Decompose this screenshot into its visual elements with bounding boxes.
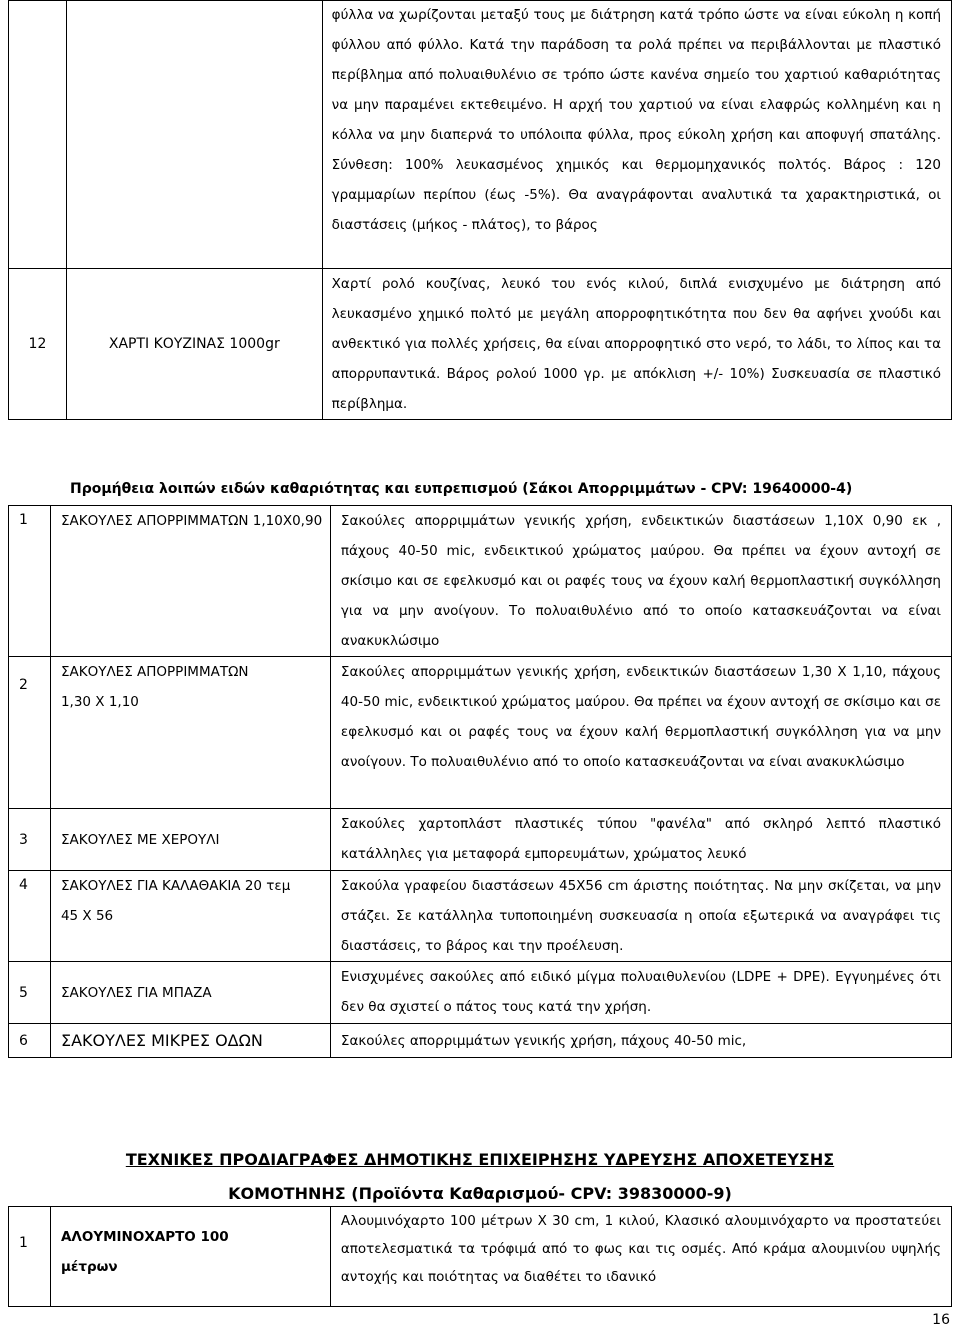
section-title-line1: ΤΕΧΝΙΚΕΣ ΠΡΟΔΙΑΓΡΑΦΕΣ ΔΗΜΟΤΙΚΗΣ ΕΠΙΧΕΙΡΗΣΗΣ ΥΔΡΕΥΣΗΣ ΑΠΟΧΕΤΕΥΣΗΣ [125, 1150, 835, 1169]
item-name: ΣΑΚΟΥΛΕΣ ΑΠΟΡΡΙΜΜΑΤΩΝ 1,30 Χ 1,10 [60, 664, 249, 710]
item-description: Σακούλες απορριμμάτων γενικής χρήση, ενδεικτικών διαστάσεων 1,10Χ 0,90 εκ , πάχους 40-50 mic, ενδεικτικού χρώματος μαύρου. Θα πρέπει να έχουν αντοχή σε σκίσιμο και σε εφελκυσμό και οι ραφές τους να έχουν καλή θερμοπλαστική συγκόλληση για να μην ανοίγουν. Το πολυαιθυλένιο από το οποίο κατασκευάζονται να είναι ανακυκλώσιμο [340, 513, 941, 649]
row-number: 3 [19, 831, 28, 848]
table-cleaning-paper [8, 0, 952, 420]
row-number: 6 [19, 1032, 28, 1049]
section-title-line2: ΚΟΜΟΤΗΝΗΣ (Προϊόντα Καθαρισμού- CPV: 39830000-9) [228, 1184, 732, 1203]
page-number: 16 [932, 1312, 950, 1328]
table-row [9, 1024, 952, 1058]
table-row [9, 962, 952, 1024]
table-row [9, 871, 952, 962]
item-name: ΣΑΚΟΥΛΕΣ ΑΠΟΡΡΙΜΜΑΤΩΝ 1,10Χ0,90 [60, 513, 323, 529]
item-description: Σακούλα γραφείου διαστάσεων 45Χ56 cm άριστης ποιότητας. Να μην σκίζεται, να μην στάζει. Σε κατάλληλα τυποποιημένη συσκευασία η οποία εξωτερικά να αναγράφει τις διαστάσεις, το βάρος και την προέλευση. [340, 878, 941, 954]
table-row [9, 506, 952, 657]
row-number: 1 [19, 512, 28, 528]
table-row [9, 1, 952, 269]
item-description: Ενισχυμένες σακούλες από ειδικό μίγμα πολυαιθυλενίου (LDPE + DPE). Εγγυημένες ότι δεν θα σχιστεί ο πάτος τους κατά την χρήση. [340, 969, 941, 1015]
table-row [9, 657, 952, 809]
item-name: ΣΑΚΟΥΛΕΣ ΜΙΚΡΕΣ ΟΔΩΝ [60, 1031, 263, 1050]
item-name: ΧΑΡΤΙ ΚΟΥΖΙΝΑΣ 1000gr [108, 336, 280, 352]
table-garbage-bags [8, 505, 952, 1058]
row-number: 2 [19, 677, 28, 693]
item-name: ΑΛΟΥΜΙΝΟΧΑΡΤΟ 100 μέτρων [60, 1229, 229, 1275]
row-number: 12 [28, 336, 47, 352]
row-number: 5 [19, 984, 28, 1001]
item-description: Σακούλες χαρτοπλάστ πλαστικές τύπου "φανέλα" από σκληρό λεπτό πλαστικό κατάλληλες για μεταφορά εμπορευμάτων, χρώματος λευκό [340, 816, 941, 862]
table-cleaning-products [8, 1206, 952, 1307]
item-name: ΣΑΚΟΥΛΕΣ ΜΕ ΧΕΡΟΥΛΙ [60, 831, 220, 848]
row-number: 4 [19, 877, 28, 893]
row-number: 1 [19, 1235, 28, 1251]
item-description: Σακούλες απορριμμάτων γενικής χρήση, ενδεικτικών διαστάσεων 1,30 Χ 1,10, πάχους 40-50 mic, ενδεικτικού χρώματος μαύρου. Θα πρέπει να έχουν αντοχή σε σκίσιμο και σε εφελκυσμό και οι ραφές τους να έχουν καλή θερμοπλαστική συγκόλληση για να μην ανοίγουν. Το πολυαιθυλένιο από το οποίο κατασκευάζονται να είναι ανακυκλώσιμο [340, 664, 941, 770]
table-row [9, 1207, 952, 1307]
item-description: Σακούλες απορριμμάτων γενικής χρήση, πάχους 40-50 mic, [340, 1032, 747, 1049]
item-name: ΣΑΚΟΥΛΕΣ ΓΙΑ ΚΑΛΑΘΑΚΙΑ 20 τεμ 45 Χ 56 [60, 878, 291, 924]
table-row [9, 269, 952, 420]
item-description: Χαρτί ρολό κουζίνας, λευκό του ενός κιλού, διπλά ενισχυμένο με διάτρηση από λευκασμένο χημικό πολτό με μεγάλη απορροφητικότητα που δεν θα αφήνει χνούδι και ανθεκτικό για πολλές χρήσεις, θα είναι απορροφητικό στο νερό, το λάδι, το λίπος και τα απορρυπαντικά. Βάρος ρολού 1000 γρ. με απόκλιση +/- 10%) Συσκευασία σε πλαστικό περίβλημα. [331, 276, 941, 412]
section-title-water-utility [0, 1143, 960, 1211]
continued-description: φύλλα να χωρίζονται μεταξύ τους με διάτρηση κατά τρόπο ώστε να είναι εύκολη η κοπή φύλλου από φύλλο. Κατά την παράδοση τα ρολά πρέπει να περιβάλλονται με πλαστικό περίβλημα από πολυαιθυλένιο σε τρόπο ώστε κανένα σημείο του χαρτιού καθαριότητας να μην παραμένει εκτεθειμένο. Η αρχή του χαρτιού να είναι ελαφρώς κολλημένη και η κόλλα να μην διαπερνά το υπόλοιπα φύλλα, προς εύκολη χρήση και αποφυγή σπατάλης. Σύνθεση: 100% λευκασμένος χημικός και θερμομηχανικός πολτός. Βάρος : 120 γραμμαρίων περίπου (έως -5%). Θα αναγράφονται αναλυτικά τα χαρακτηριστικά, οι διαστάσεις (μήκος - πλάτος), το βάρος [331, 7, 941, 233]
item-name: ΣΑΚΟΥΛΕΣ ΓΙΑ ΜΠΑΖΑ [60, 984, 212, 1001]
item-description: Αλουμινόχαρτο 100 μέτρων Χ 30 cm, 1 κιλού, Κλασικό αλουμινόχαρτο να προστατεύει αποτελεσματικά τα τρόφιμά από το φως και τις οσμές. Από κράμα αλουμινίου υψηλής αντοχής και ποιότητας να διαθέτει το ιδανικό [340, 1213, 941, 1285]
section-title-garbage-bags: Προμήθεια λοιπών ειδών καθαριότητας και ευπρεπισμού (Σάκοι Απορριμμάτων - CPV: 19640000-4) [70, 481, 853, 497]
table-row [9, 809, 952, 871]
